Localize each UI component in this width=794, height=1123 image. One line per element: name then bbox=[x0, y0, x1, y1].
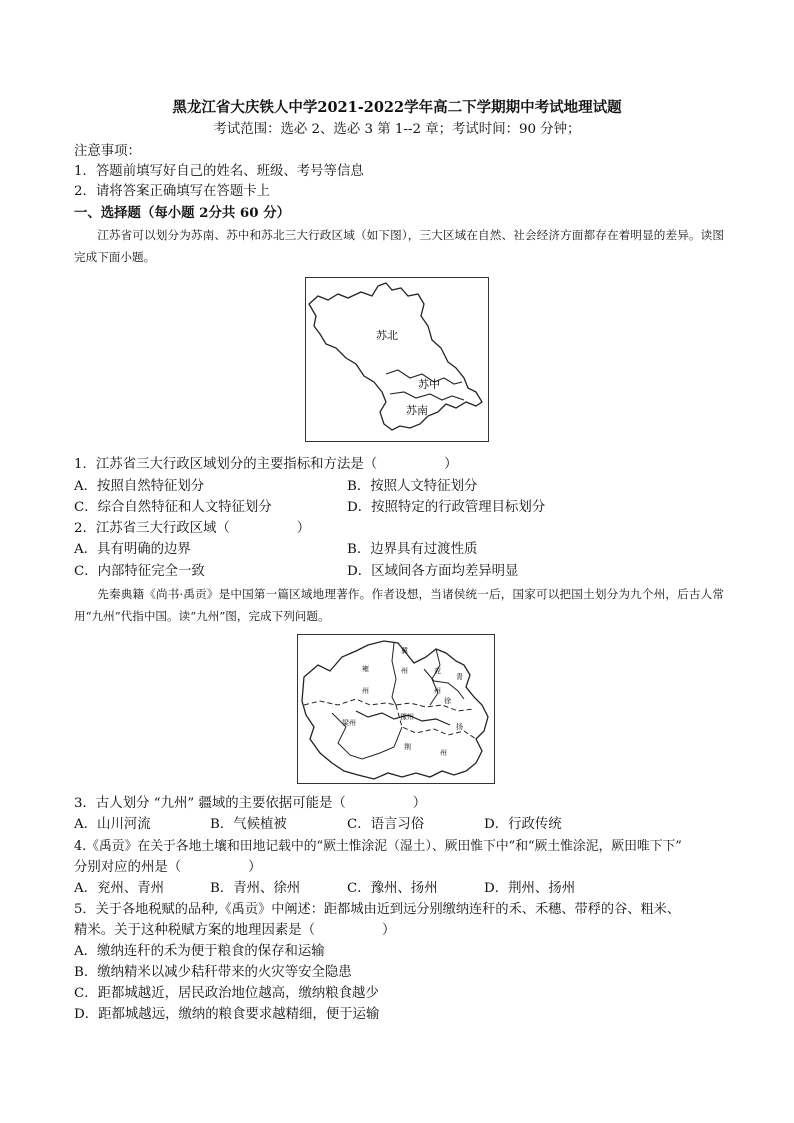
map-label-yong: 雍 bbox=[362, 665, 369, 673]
q1-option-d[interactable]: D．按照特定的行政管理目标划分 bbox=[347, 500, 546, 515]
q5-option-d[interactable]: D．距都城越远，缴纳的粮食要求越精细，便于运输 bbox=[74, 1007, 380, 1022]
q4-option-b[interactable]: B．青州、徐州 bbox=[210, 881, 301, 896]
map-label-zhou: 州 bbox=[401, 667, 408, 675]
question-5-stem-cont: 精米。关于这种税赋方案的地理因素是（ ） bbox=[74, 923, 396, 938]
map-label-zhou: 州 bbox=[440, 749, 447, 757]
q1-option-b[interactable]: B．按照人文特征划分 bbox=[347, 479, 478, 494]
map-label-zhou: 州 bbox=[434, 687, 441, 695]
exam-title: 黑龙江省大庆铁人中学2021-2022学年高二下学期期中考试地理试题 bbox=[172, 99, 622, 116]
q1-option-a[interactable]: A．按照自然特征划分 bbox=[74, 479, 205, 494]
q2-option-c[interactable]: C．内部特征完全一致 bbox=[74, 564, 205, 579]
map-label-yuzhou: 豫州 bbox=[400, 713, 414, 721]
q2-option-a[interactable]: A．具有明确的边界 bbox=[74, 542, 191, 557]
q3-option-a[interactable]: A．山川河流 bbox=[74, 817, 151, 832]
map-label-ji: 冀 bbox=[401, 647, 408, 655]
q4-option-c[interactable]: C．豫州、扬州 bbox=[347, 881, 438, 896]
q3-option-b[interactable]: B．气候植被 bbox=[210, 817, 287, 832]
exam-subtitle: 考试范围：选必 2、选必 3 第 1--2 章；考试时间：90 分钟； bbox=[213, 122, 581, 137]
question-3-stem: 3．古人划分 “九州” 疆域的主要依据可能是（ ） bbox=[74, 796, 427, 811]
q3-option-d[interactable]: D．行政传统 bbox=[484, 817, 562, 832]
map-label-yan: 兖 bbox=[434, 667, 441, 675]
passage-jiangsu: 江苏省可以划分为苏南、苏中和苏北三大行政区域（如下图），三大区域在自然、社会经济方面都存在着明显的差异。读图完成下面小题。 bbox=[74, 228, 724, 264]
map-label-suzhong: 苏中 bbox=[418, 378, 440, 391]
question-5-stem: 5．关于各地税赋的品种,《禹贡》中阐述：距都城由近到远分别缴纳连秆的禾、禾穗、带稃的谷、粗米、 bbox=[74, 902, 681, 917]
map-label-jing: 荆 bbox=[404, 743, 411, 751]
map-label-qing: 青 bbox=[456, 673, 463, 681]
q4-option-d[interactable]: D．荆州、扬州 bbox=[484, 881, 576, 896]
jiangsu-map bbox=[305, 277, 489, 442]
question-1-stem: 1．江苏省三大行政区域划分的主要指标和方法是（ ） bbox=[74, 457, 458, 472]
map-label-xu: 徐 bbox=[444, 697, 451, 705]
passage-jiuzhou: 先秦典籍《尚书·禹贡》是中国第一篇区域地理著作。作者设想，当诸侯统一后，国家可以把国土划分为九个州，后古人常用“九州”代指中国。读“九州”图，完成下列问题。 bbox=[74, 587, 724, 623]
map-label-sunan: 苏南 bbox=[406, 404, 428, 417]
map-label-zhou: 州 bbox=[362, 687, 369, 695]
notice-heading: 注意事项： bbox=[74, 144, 141, 159]
q5-option-a[interactable]: A．缴纳连秆的禾为便于粮食的保存和运输 bbox=[74, 944, 325, 959]
q2-option-b[interactable]: B．边界具有过渡性质 bbox=[347, 542, 478, 557]
question-4-stem-cont: 分别对应的州是（ ） bbox=[74, 860, 262, 875]
map-label-liangzhou: 梁州 bbox=[342, 719, 356, 727]
jiuzhou-map bbox=[297, 634, 495, 784]
notice-item: 2．请将答案正确填写在答题卡上 bbox=[74, 184, 270, 199]
q5-option-b[interactable]: B．缴纳精米以减少秸秆带来的火灾等安全隐患 bbox=[74, 965, 352, 980]
q5-option-c[interactable]: C．距都城越近，居民政治地位越高，缴纳粮食越少 bbox=[74, 986, 379, 1001]
question-2-stem: 2．江苏省三大行政区域（ ） bbox=[74, 521, 311, 536]
q2-option-d[interactable]: D．区域间各方面均差异明显 bbox=[347, 564, 519, 579]
map-label-subei: 苏北 bbox=[376, 329, 398, 342]
q4-option-a[interactable]: A．兖州、青州 bbox=[74, 881, 165, 896]
map-label-yang: 扬 bbox=[456, 723, 463, 731]
section-heading: 一、选择题（每小题 2分共 60 分） bbox=[74, 205, 291, 221]
notice-item: 1．答题前填写好自己的姓名、班级、考号等信息 bbox=[74, 164, 364, 179]
question-4-stem: 4.《禹贡》在关于各地土壤和田地记载中的“厥土惟涂泥（湿土）、厥田惟下中”和“厥土惟涂泥，厥田唯下下” bbox=[74, 839, 682, 854]
q1-option-c[interactable]: C．综合自然特征和人文特征划分 bbox=[74, 500, 272, 515]
q3-option-c[interactable]: C．语言习俗 bbox=[347, 817, 425, 832]
